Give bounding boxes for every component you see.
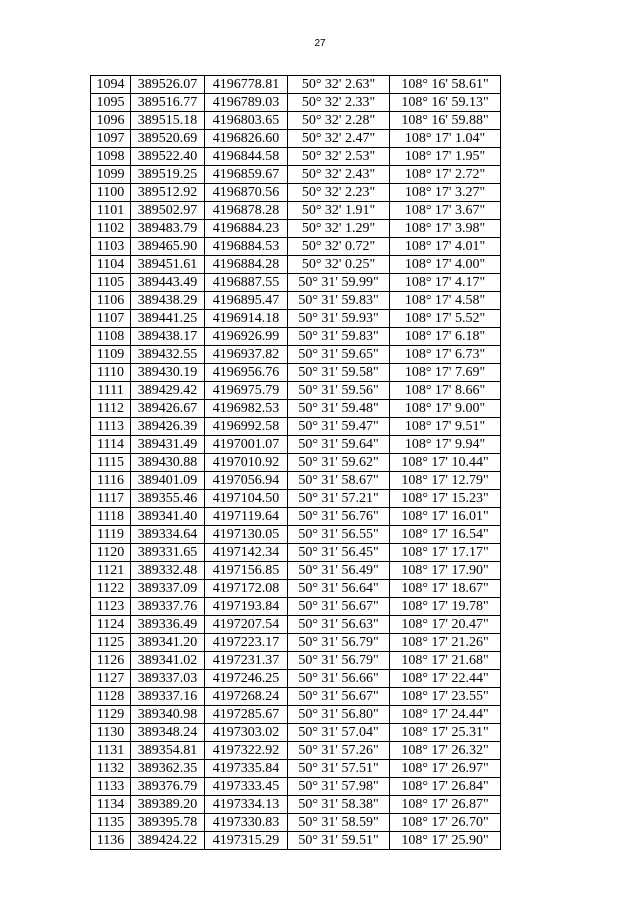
point-number-cell: 1095 — [91, 94, 131, 112]
latitude-cell: 50° 31' 59.48" — [288, 400, 390, 418]
y-coordinate-cell: 4197246.25 — [205, 670, 288, 688]
longitude-cell: 108° 17' 21.26" — [390, 634, 501, 652]
latitude-cell: 50° 31' 56.64" — [288, 580, 390, 598]
latitude-cell: 50° 31' 59.93" — [288, 310, 390, 328]
x-coordinate-cell: 389441.25 — [131, 310, 205, 328]
point-number-cell: 1135 — [91, 814, 131, 832]
latitude-cell: 50° 31' 56.67" — [288, 688, 390, 706]
y-coordinate-cell: 4196884.23 — [205, 220, 288, 238]
table-row — [91, 76, 501, 94]
y-coordinate-cell: 4197104.50 — [205, 490, 288, 508]
latitude-cell: 50° 31' 56.49" — [288, 562, 390, 580]
point-number-cell: 1108 — [91, 328, 131, 346]
longitude-cell: 108° 17' 12.79" — [390, 472, 501, 490]
latitude-cell: 50° 32' 2.47" — [288, 130, 390, 148]
y-coordinate-cell: 4196992.58 — [205, 418, 288, 436]
x-coordinate-cell: 389429.42 — [131, 382, 205, 400]
point-number-cell: 1134 — [91, 796, 131, 814]
table-row — [91, 598, 501, 616]
x-coordinate-cell: 389512.92 — [131, 184, 205, 202]
table-row — [91, 256, 501, 274]
point-number-cell: 1097 — [91, 130, 131, 148]
latitude-cell: 50° 31' 58.59" — [288, 814, 390, 832]
y-coordinate-cell: 4196975.79 — [205, 382, 288, 400]
longitude-cell: 108° 17' 4.58" — [390, 292, 501, 310]
point-number-cell: 1127 — [91, 670, 131, 688]
point-number-cell: 1136 — [91, 832, 131, 850]
x-coordinate-cell: 389432.55 — [131, 346, 205, 364]
latitude-cell: 50° 32' 2.53" — [288, 148, 390, 166]
longitude-cell: 108° 17' 24.44" — [390, 706, 501, 724]
table-row — [91, 364, 501, 382]
table-row — [91, 382, 501, 400]
latitude-cell: 50° 31' 56.63" — [288, 616, 390, 634]
point-number-cell: 1131 — [91, 742, 131, 760]
longitude-cell: 108° 17' 7.69" — [390, 364, 501, 382]
x-coordinate-cell: 389515.18 — [131, 112, 205, 130]
table-row — [91, 148, 501, 166]
y-coordinate-cell: 4196937.82 — [205, 346, 288, 364]
point-number-cell: 1114 — [91, 436, 131, 454]
longitude-cell: 108° 17' 26.84" — [390, 778, 501, 796]
longitude-cell: 108° 17' 26.32" — [390, 742, 501, 760]
latitude-cell: 50° 32' 2.33" — [288, 94, 390, 112]
point-number-cell: 1106 — [91, 292, 131, 310]
table-row — [91, 166, 501, 184]
y-coordinate-cell: 4197268.24 — [205, 688, 288, 706]
latitude-cell: 50° 31' 59.47" — [288, 418, 390, 436]
y-coordinate-cell: 4196789.03 — [205, 94, 288, 112]
longitude-cell: 108° 17' 1.95" — [390, 148, 501, 166]
table-row — [91, 814, 501, 832]
x-coordinate-cell: 389426.67 — [131, 400, 205, 418]
latitude-cell: 50° 31' 59.56" — [288, 382, 390, 400]
latitude-cell: 50° 32' 2.63" — [288, 76, 390, 94]
y-coordinate-cell: 4196870.56 — [205, 184, 288, 202]
point-number-cell: 1124 — [91, 616, 131, 634]
x-coordinate-cell: 389337.03 — [131, 670, 205, 688]
x-coordinate-cell: 389337.76 — [131, 598, 205, 616]
y-coordinate-cell: 4196956.76 — [205, 364, 288, 382]
y-coordinate-cell: 4197335.84 — [205, 760, 288, 778]
table-row — [91, 274, 501, 292]
table-row — [91, 310, 501, 328]
point-number-cell: 1098 — [91, 148, 131, 166]
table-row — [91, 400, 501, 418]
x-coordinate-cell: 389354.81 — [131, 742, 205, 760]
y-coordinate-cell: 4197207.54 — [205, 616, 288, 634]
table-row — [91, 832, 501, 850]
y-coordinate-cell: 4197303.02 — [205, 724, 288, 742]
latitude-cell: 50° 31' 59.83" — [288, 328, 390, 346]
latitude-cell: 50° 31' 58.38" — [288, 796, 390, 814]
longitude-cell: 108° 17' 6.18" — [390, 328, 501, 346]
x-coordinate-cell: 389526.07 — [131, 76, 205, 94]
point-number-cell: 1107 — [91, 310, 131, 328]
y-coordinate-cell: 4197193.84 — [205, 598, 288, 616]
latitude-cell: 50° 31' 59.58" — [288, 364, 390, 382]
latitude-cell: 50° 31' 56.66" — [288, 670, 390, 688]
table-row — [91, 454, 501, 472]
longitude-cell: 108° 17' 4.17" — [390, 274, 501, 292]
point-number-cell: 1102 — [91, 220, 131, 238]
point-number-cell: 1099 — [91, 166, 131, 184]
x-coordinate-cell: 389426.39 — [131, 418, 205, 436]
x-coordinate-cell: 389430.19 — [131, 364, 205, 382]
point-number-cell: 1116 — [91, 472, 131, 490]
point-number-cell: 1101 — [91, 202, 131, 220]
table-row — [91, 346, 501, 364]
x-coordinate-cell: 389520.69 — [131, 130, 205, 148]
y-coordinate-cell: 4196803.65 — [205, 112, 288, 130]
longitude-cell: 108° 17' 17.17" — [390, 544, 501, 562]
latitude-cell: 50° 31' 56.67" — [288, 598, 390, 616]
point-number-cell: 1126 — [91, 652, 131, 670]
latitude-cell: 50° 31' 59.65" — [288, 346, 390, 364]
y-coordinate-cell: 4197001.07 — [205, 436, 288, 454]
table-row — [91, 670, 501, 688]
point-number-cell: 1100 — [91, 184, 131, 202]
x-coordinate-cell: 389516.77 — [131, 94, 205, 112]
table-row — [91, 328, 501, 346]
longitude-cell: 108° 17' 3.27" — [390, 184, 501, 202]
point-number-cell: 1094 — [91, 76, 131, 94]
y-coordinate-cell: 4197156.85 — [205, 562, 288, 580]
table-row — [91, 760, 501, 778]
latitude-cell: 50° 31' 57.26" — [288, 742, 390, 760]
point-number-cell: 1109 — [91, 346, 131, 364]
longitude-cell: 108° 17' 4.01" — [390, 238, 501, 256]
longitude-cell: 108° 17' 3.67" — [390, 202, 501, 220]
table-row — [91, 418, 501, 436]
table-row — [91, 652, 501, 670]
latitude-cell: 50° 31' 56.45" — [288, 544, 390, 562]
longitude-cell: 108° 17' 17.90" — [390, 562, 501, 580]
y-coordinate-cell: 4197223.17 — [205, 634, 288, 652]
table-row — [91, 130, 501, 148]
y-coordinate-cell: 4197333.45 — [205, 778, 288, 796]
y-coordinate-cell: 4197315.29 — [205, 832, 288, 850]
point-number-cell: 1132 — [91, 760, 131, 778]
x-coordinate-cell: 389348.24 — [131, 724, 205, 742]
y-coordinate-cell: 4196982.53 — [205, 400, 288, 418]
longitude-cell: 108° 17' 22.44" — [390, 670, 501, 688]
point-number-cell: 1112 — [91, 400, 131, 418]
point-number-cell: 1120 — [91, 544, 131, 562]
latitude-cell: 50° 31' 59.64" — [288, 436, 390, 454]
page-number: 27 — [314, 38, 326, 49]
y-coordinate-cell: 4197119.64 — [205, 508, 288, 526]
x-coordinate-cell: 389519.25 — [131, 166, 205, 184]
latitude-cell: 50° 31' 57.04" — [288, 724, 390, 742]
point-number-cell: 1117 — [91, 490, 131, 508]
longitude-cell: 108° 17' 15.23" — [390, 490, 501, 508]
longitude-cell: 108° 16' 59.13" — [390, 94, 501, 112]
point-number-cell: 1110 — [91, 364, 131, 382]
x-coordinate-cell: 389431.49 — [131, 436, 205, 454]
table-row — [91, 112, 501, 130]
longitude-cell: 108° 17' 9.51" — [390, 418, 501, 436]
table-row — [91, 472, 501, 490]
x-coordinate-cell: 389337.09 — [131, 580, 205, 598]
longitude-cell: 108° 17' 19.78" — [390, 598, 501, 616]
point-number-cell: 1105 — [91, 274, 131, 292]
y-coordinate-cell: 4197231.37 — [205, 652, 288, 670]
latitude-cell: 50° 31' 57.51" — [288, 760, 390, 778]
x-coordinate-cell: 389438.29 — [131, 292, 205, 310]
longitude-cell: 108° 17' 16.01" — [390, 508, 501, 526]
x-coordinate-cell: 389424.22 — [131, 832, 205, 850]
table-row — [91, 778, 501, 796]
x-coordinate-cell: 389465.90 — [131, 238, 205, 256]
x-coordinate-cell: 389443.49 — [131, 274, 205, 292]
y-coordinate-cell: 4196926.99 — [205, 328, 288, 346]
latitude-cell: 50° 31' 59.99" — [288, 274, 390, 292]
table-row — [91, 490, 501, 508]
longitude-cell: 108° 17' 25.31" — [390, 724, 501, 742]
y-coordinate-cell: 4196914.18 — [205, 310, 288, 328]
x-coordinate-cell: 389389.20 — [131, 796, 205, 814]
y-coordinate-cell: 4196887.55 — [205, 274, 288, 292]
x-coordinate-cell: 389376.79 — [131, 778, 205, 796]
x-coordinate-cell: 389341.20 — [131, 634, 205, 652]
x-coordinate-cell: 389341.40 — [131, 508, 205, 526]
y-coordinate-cell: 4197010.92 — [205, 454, 288, 472]
x-coordinate-cell: 389522.40 — [131, 148, 205, 166]
x-coordinate-cell: 389483.79 — [131, 220, 205, 238]
y-coordinate-cell: 4197330.83 — [205, 814, 288, 832]
x-coordinate-cell: 389438.17 — [131, 328, 205, 346]
table-row — [91, 796, 501, 814]
longitude-cell: 108° 17' 2.72" — [390, 166, 501, 184]
point-number-cell: 1096 — [91, 112, 131, 130]
point-number-cell: 1121 — [91, 562, 131, 580]
latitude-cell: 50° 31' 59.51" — [288, 832, 390, 850]
longitude-cell: 108° 17' 10.44" — [390, 454, 501, 472]
longitude-cell: 108° 17' 25.90" — [390, 832, 501, 850]
y-coordinate-cell: 4196844.58 — [205, 148, 288, 166]
latitude-cell: 50° 32' 2.23" — [288, 184, 390, 202]
table-row — [91, 220, 501, 238]
latitude-cell: 50° 31' 56.79" — [288, 634, 390, 652]
latitude-cell: 50° 32' 2.28" — [288, 112, 390, 130]
table-row — [91, 184, 501, 202]
latitude-cell: 50° 32' 1.29" — [288, 220, 390, 238]
longitude-cell: 108° 16' 58.61" — [390, 76, 501, 94]
longitude-cell: 108° 17' 26.97" — [390, 760, 501, 778]
point-number-cell: 1129 — [91, 706, 131, 724]
x-coordinate-cell: 389362.35 — [131, 760, 205, 778]
longitude-cell: 108° 17' 6.73" — [390, 346, 501, 364]
point-number-cell: 1123 — [91, 598, 131, 616]
x-coordinate-cell: 389451.61 — [131, 256, 205, 274]
table-row — [91, 616, 501, 634]
longitude-cell: 108° 17' 26.87" — [390, 796, 501, 814]
x-coordinate-cell: 389395.78 — [131, 814, 205, 832]
latitude-cell: 50° 31' 57.98" — [288, 778, 390, 796]
y-coordinate-cell: 4197172.08 — [205, 580, 288, 598]
y-coordinate-cell: 4196884.53 — [205, 238, 288, 256]
latitude-cell: 50° 31' 56.55" — [288, 526, 390, 544]
y-coordinate-cell: 4196826.60 — [205, 130, 288, 148]
longitude-cell: 108° 17' 18.67" — [390, 580, 501, 598]
point-number-cell: 1128 — [91, 688, 131, 706]
latitude-cell: 50° 31' 56.76" — [288, 508, 390, 526]
y-coordinate-cell: 4197056.94 — [205, 472, 288, 490]
table-row — [91, 688, 501, 706]
point-number-cell: 1103 — [91, 238, 131, 256]
latitude-cell: 50° 31' 59.83" — [288, 292, 390, 310]
latitude-cell: 50° 31' 57.21" — [288, 490, 390, 508]
point-number-cell: 1130 — [91, 724, 131, 742]
point-number-cell: 1133 — [91, 778, 131, 796]
x-coordinate-cell: 389336.49 — [131, 616, 205, 634]
point-number-cell: 1111 — [91, 382, 131, 400]
longitude-cell: 108° 17' 23.55" — [390, 688, 501, 706]
latitude-cell: 50° 31' 56.80" — [288, 706, 390, 724]
y-coordinate-cell: 4197142.34 — [205, 544, 288, 562]
y-coordinate-cell: 4196895.47 — [205, 292, 288, 310]
latitude-cell: 50° 32' 0.25" — [288, 256, 390, 274]
x-coordinate-cell: 389341.02 — [131, 652, 205, 670]
point-number-cell: 1115 — [91, 454, 131, 472]
table-row — [91, 562, 501, 580]
x-coordinate-cell: 389337.16 — [131, 688, 205, 706]
coordinates-table-body — [91, 76, 501, 850]
y-coordinate-cell: 4196878.28 — [205, 202, 288, 220]
table-row — [91, 634, 501, 652]
longitude-cell: 108° 17' 5.52" — [390, 310, 501, 328]
longitude-cell: 108° 17' 21.68" — [390, 652, 501, 670]
longitude-cell: 108° 16' 59.88" — [390, 112, 501, 130]
longitude-cell: 108° 17' 16.54" — [390, 526, 501, 544]
x-coordinate-cell: 389355.46 — [131, 490, 205, 508]
x-coordinate-cell: 389340.98 — [131, 706, 205, 724]
point-number-cell: 1104 — [91, 256, 131, 274]
y-coordinate-cell: 4197130.05 — [205, 526, 288, 544]
point-number-cell: 1125 — [91, 634, 131, 652]
y-coordinate-cell: 4196859.67 — [205, 166, 288, 184]
longitude-cell: 108° 17' 4.00" — [390, 256, 501, 274]
latitude-cell: 50° 32' 1.91" — [288, 202, 390, 220]
y-coordinate-cell: 4197334.13 — [205, 796, 288, 814]
latitude-cell: 50° 31' 59.62" — [288, 454, 390, 472]
longitude-cell: 108° 17' 9.00" — [390, 400, 501, 418]
x-coordinate-cell: 389502.97 — [131, 202, 205, 220]
table-row — [91, 544, 501, 562]
longitude-cell: 108° 17' 9.94" — [390, 436, 501, 454]
longitude-cell: 108° 17' 3.98" — [390, 220, 501, 238]
x-coordinate-cell: 389331.65 — [131, 544, 205, 562]
point-number-cell: 1118 — [91, 508, 131, 526]
table-row — [91, 508, 501, 526]
table-row — [91, 742, 501, 760]
longitude-cell: 108° 17' 26.70" — [390, 814, 501, 832]
x-coordinate-cell: 389334.64 — [131, 526, 205, 544]
x-coordinate-cell: 389401.09 — [131, 472, 205, 490]
point-number-cell: 1119 — [91, 526, 131, 544]
table-row — [91, 292, 501, 310]
x-coordinate-cell: 389430.88 — [131, 454, 205, 472]
longitude-cell: 108° 17' 8.66" — [390, 382, 501, 400]
point-number-cell: 1113 — [91, 418, 131, 436]
y-coordinate-cell: 4197322.92 — [205, 742, 288, 760]
table-row — [91, 580, 501, 598]
table-row — [91, 526, 501, 544]
latitude-cell: 50° 32' 0.72" — [288, 238, 390, 256]
latitude-cell: 50° 31' 58.67" — [288, 472, 390, 490]
y-coordinate-cell: 4196778.81 — [205, 76, 288, 94]
y-coordinate-cell: 4197285.67 — [205, 706, 288, 724]
latitude-cell: 50° 32' 2.43" — [288, 166, 390, 184]
y-coordinate-cell: 4196884.28 — [205, 256, 288, 274]
point-number-cell: 1122 — [91, 580, 131, 598]
table-row — [91, 706, 501, 724]
table-row — [91, 724, 501, 742]
longitude-cell: 108° 17' 1.04" — [390, 130, 501, 148]
coordinates-table — [90, 75, 501, 850]
table-row — [91, 202, 501, 220]
table-row — [91, 94, 501, 112]
x-coordinate-cell: 389332.48 — [131, 562, 205, 580]
table-row — [91, 238, 501, 256]
latitude-cell: 50° 31' 56.79" — [288, 652, 390, 670]
table-row — [91, 436, 501, 454]
longitude-cell: 108° 17' 20.47" — [390, 616, 501, 634]
